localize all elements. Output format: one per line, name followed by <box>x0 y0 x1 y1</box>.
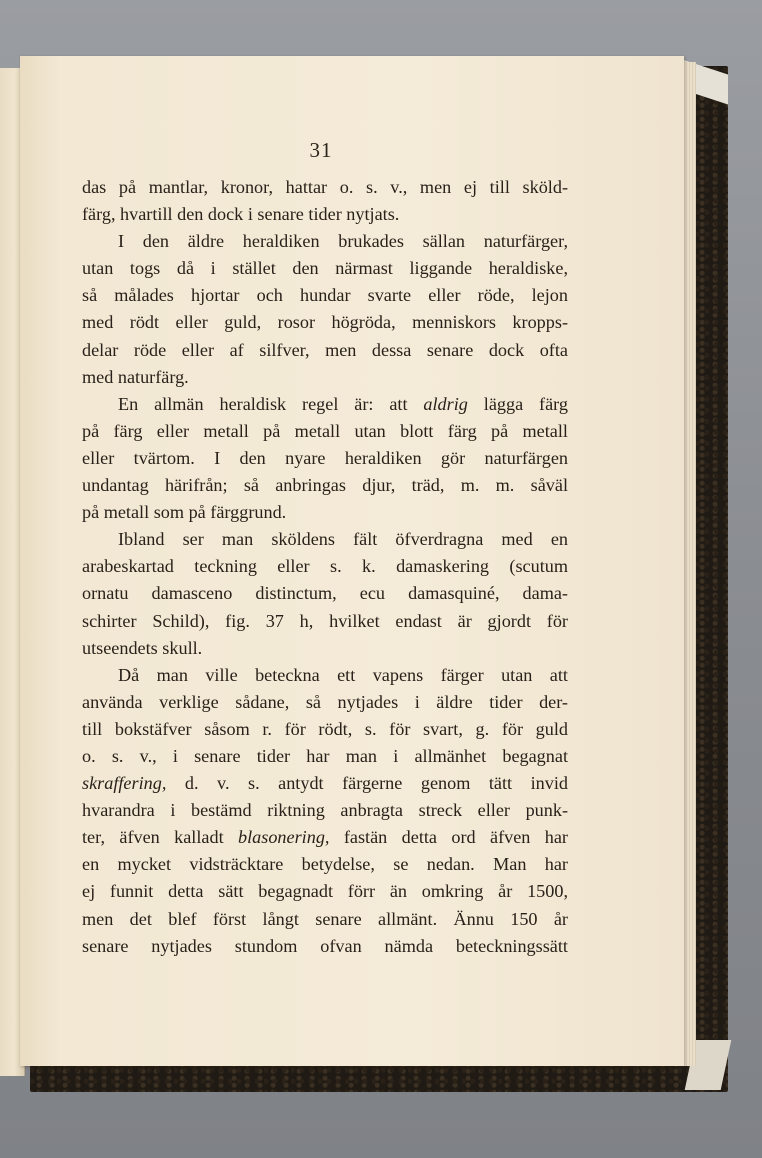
text-run: på metall som på färggrund. <box>82 502 287 523</box>
body-text <box>82 174 568 960</box>
text-line <box>82 878 568 905</box>
text-line <box>82 797 568 824</box>
text-line <box>82 716 568 743</box>
text-run: ornatu damasceno distinctum, ecu damasquiné, dama- <box>82 583 568 604</box>
text-run: Då man ville beteckna ett vapens färger utan att <box>118 664 568 685</box>
text-run: En allmän heraldisk regel är: att <box>118 393 424 414</box>
text-run: I den äldre heraldiken brukades sällan naturfärger, <box>118 231 568 252</box>
text-run: men det blef först långt senare allmänt. Ännu 150 år <box>82 908 568 929</box>
text-line <box>82 933 568 960</box>
text-run: undantag härifrån; så anbringas djur, träd, m. m. såväl <box>82 475 568 496</box>
text-line <box>82 608 568 635</box>
text-run: ej funnit detta sätt begagnadt förr än omkring år 1500, <box>82 881 568 902</box>
text-line <box>82 364 568 391</box>
italic-term: aldrig <box>423 393 468 414</box>
text-line <box>82 689 568 716</box>
text-run: till bokstäfver såsom r. för rödt, s. för svart, g. för guld <box>82 718 568 739</box>
text-run: med rödt eller guld, rosor högröda, menniskors kropps- <box>82 312 568 333</box>
text-run: på färg eller metall på metall utan blott färg på metall <box>82 420 568 441</box>
text-run: utseendets skull. <box>82 637 203 658</box>
text-line <box>82 526 568 553</box>
text-line <box>82 662 568 689</box>
text-line <box>82 770 568 797</box>
text-run: Ibland ser man sköldens fält öfverdragna med en <box>118 529 568 550</box>
italic-term: blasonering, <box>238 827 330 848</box>
text-line <box>82 743 568 770</box>
text-run: d. v. s. antydt färgerne genom tätt invid <box>166 773 568 794</box>
text-line <box>82 391 568 418</box>
text-line <box>82 418 568 445</box>
text-run: med naturfärg. <box>82 366 189 387</box>
text-line <box>82 824 568 851</box>
text-run: fastän detta ord äfven har <box>329 827 568 848</box>
italic-term: skraffering, <box>82 773 167 794</box>
text-run: das på mantlar, kronor, hattar o. s. v., men ej till sköld- <box>82 177 568 197</box>
text-run: ter, äfven kalladt <box>82 827 239 848</box>
text-run: lägga färg <box>467 393 568 414</box>
text-line <box>82 228 568 255</box>
text-line <box>82 472 568 499</box>
text-line <box>82 553 568 580</box>
text-line <box>82 906 568 933</box>
text-run: färg, hvartill den dock i senare tider nytjats. <box>82 204 400 225</box>
text-line <box>82 635 568 662</box>
text-line <box>82 851 568 878</box>
text-line <box>82 337 568 364</box>
page-number: 31 <box>309 138 333 162</box>
text-run: hvarandra i bestämd riktning anbragta streck eller punk- <box>82 800 568 821</box>
text-line <box>82 282 568 309</box>
text-line <box>82 255 568 282</box>
text-line <box>82 174 568 201</box>
text-run: så målades hjortar och hundar svarte eller röde, lejon <box>82 285 568 306</box>
text-run: utan togs då i stället den närmast liggande heraldiske, <box>82 258 568 279</box>
text-line <box>82 499 568 526</box>
text-line <box>82 309 568 336</box>
text-run: använda verklige sådane, så nytjades i äldre tider der- <box>82 691 568 712</box>
text-run: o. s. v., i senare tider har man i allmänhet begagnat <box>82 745 568 766</box>
text-line <box>82 201 568 228</box>
text-run: schirter Schild), fig. 37 h, hvilket endast är gjordt för <box>82 610 568 631</box>
text-line <box>82 580 568 607</box>
text-run: senare nytjades stundom ofvan nämda beteckningssätt <box>82 935 568 956</box>
text-run: en mycket vidsträcktare betydelse, se nedan. Man har <box>82 854 568 875</box>
text-run: eller tvärtom. I den nyare heraldiken gör naturfärgen <box>82 447 568 468</box>
text-run: delar röde eller af silfver, men dessa senare dock ofta <box>82 339 568 360</box>
text-line <box>82 445 568 472</box>
text-run: arabeskartad teckning eller s. k. damaskering (scutum <box>82 556 568 577</box>
